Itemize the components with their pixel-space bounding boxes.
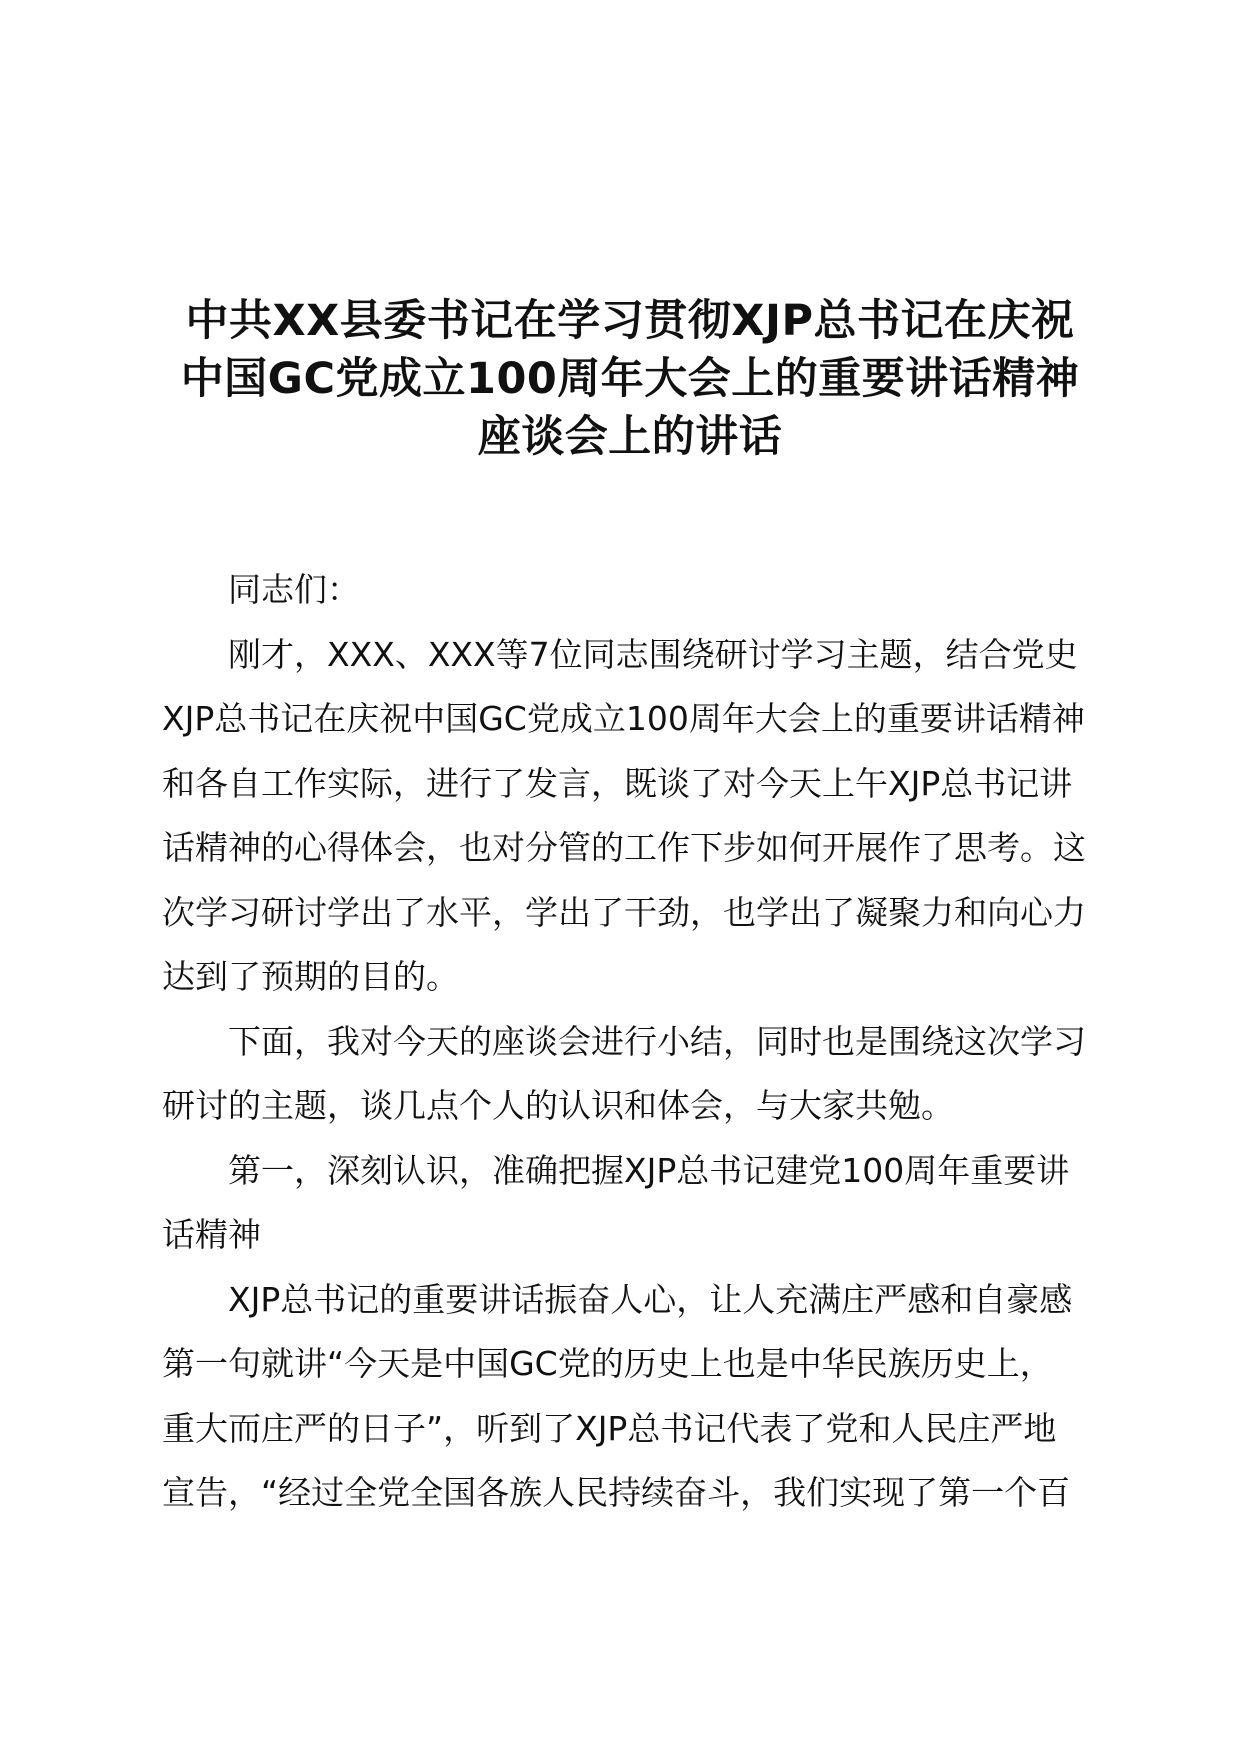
salutation: 同志们： [228,570,360,609]
paragraph-3-line-2: 第一句就讲“今天是中国GC党的历史上也是中华民族历史上， [162,1344,1053,1383]
document-title [150,292,1110,466]
paragraph-3-line-1: XJP总书记的重要讲话振奋人心，让人充满庄严感和自豪感 [228,1279,1073,1319]
section-heading-line-1: 第一，深刻认识，准确把握XJP总书记建党100周年重要讲 [228,1150,1070,1190]
paragraph-1-line-3: 和各自工作实际，进行了发言，既谈了对今天上午XJP总书记讲 [162,763,1073,803]
paragraph-3-line-3: 重大而庄严的日子”，听到了XJP总书记代表了党和人民庄严地 [162,1408,1057,1448]
paragraph-1-line-5: 次学习研讨学出了水平，学出了干劲，也学出了凝聚力和向心力 [162,892,1086,932]
title-line-3: 座谈会上的讲话 [477,412,783,462]
title-line-1: 中共XX县委书记在学习贯彻XJP总书记在庆祝 [185,296,1075,346]
section-heading-line-2: 话精神 [162,1215,261,1254]
document-body [162,558,1122,1526]
paragraph-1-line-6: 达到了预期的目的。 [162,957,459,996]
paragraph-2-line-1: 下面，我对今天的座谈会进行小结，同时也是围绕这次学习 [228,1021,1086,1061]
paragraph-2-line-2: 研讨的主题，谈几点个人的认识和体会，与大家共勉。 [162,1086,954,1125]
title-line-2: 中国GC党成立100周年大会上的重要讲话精神 [180,354,1080,404]
paragraph-1-line-1: 刚才，XXX、XXX等7位同志围绕研讨学习主题，结合党史 [228,634,1078,674]
paragraph-3-line-4: 宣告，“经过全党全国各族人民持续奋斗，我们实现了第一个百 [162,1473,1071,1512]
paragraph-1-line-4: 话精神的心得体会，也对分管的工作下步如何开展作了思考。这 [162,828,1086,867]
paragraph-1-line-2: XJP总书记在庆祝中国GC党成立100周年大会上的重要讲话精神 [162,699,1085,738]
